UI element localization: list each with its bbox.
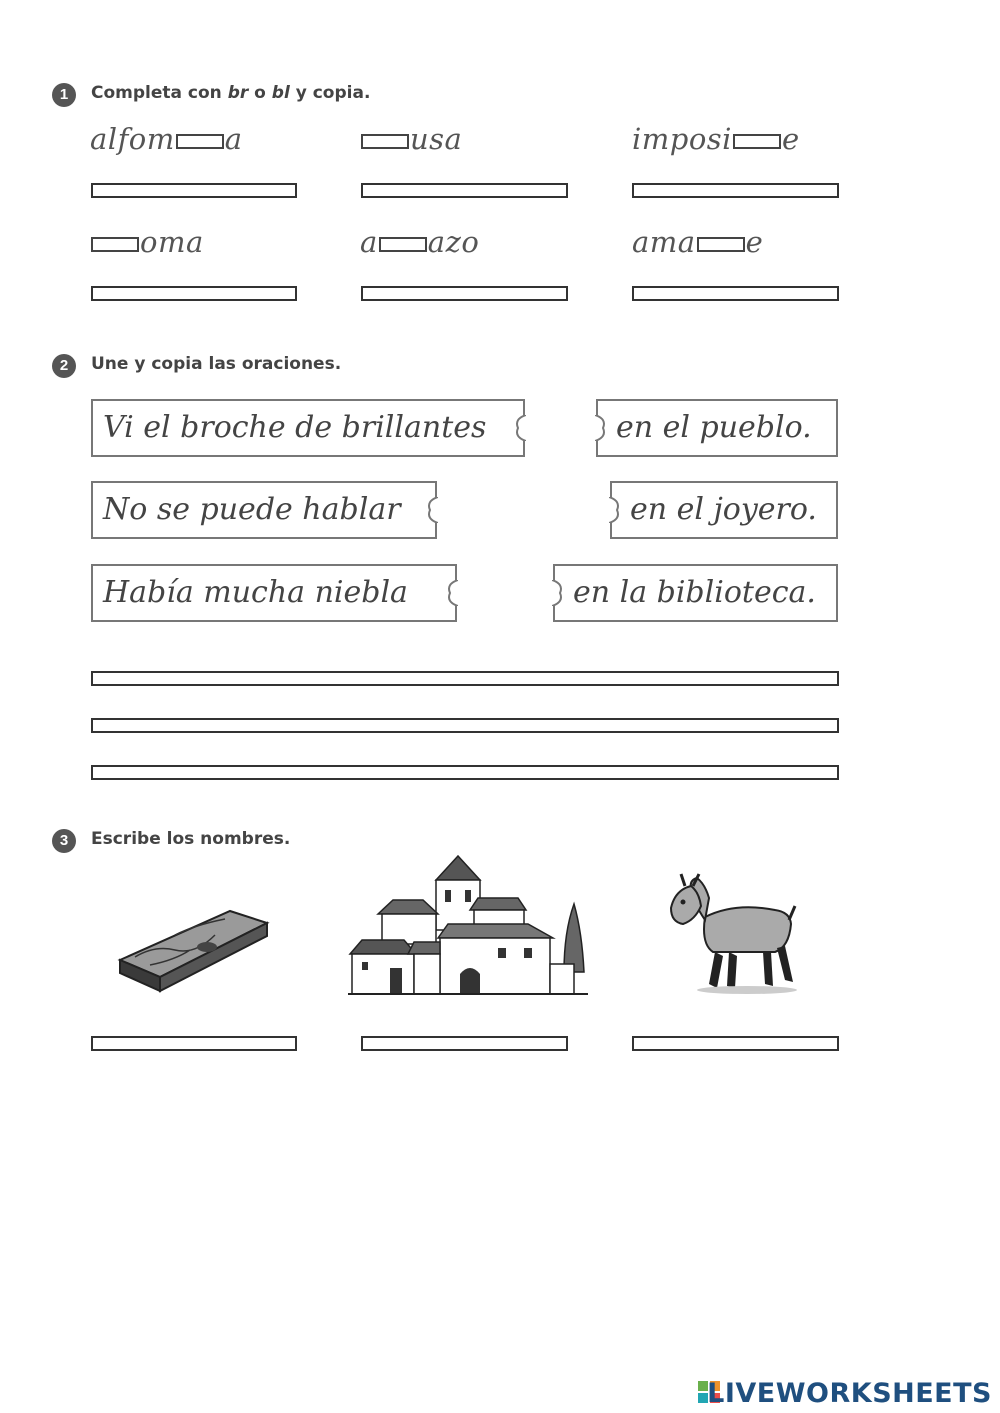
card-text: Vi el broche de brillantes <box>103 410 487 445</box>
word-part: usa <box>410 122 463 156</box>
word-part: azo <box>427 225 480 259</box>
answer-line[interactable] <box>632 286 839 301</box>
plank-icon <box>115 905 275 995</box>
letter-blank[interactable] <box>379 237 427 252</box>
puzzle-notch-icon <box>504 415 526 441</box>
section-2-title: Une y copia las oraciones. <box>91 354 342 374</box>
word-part: imposi <box>632 122 732 156</box>
letter-blank[interactable] <box>91 237 139 252</box>
section-number-2: 2 <box>52 354 76 378</box>
answer-line[interactable] <box>361 286 568 301</box>
card-text: en el pueblo. <box>616 410 812 445</box>
letter-blank[interactable] <box>176 134 224 149</box>
sentence-start-card[interactable] <box>91 564 457 622</box>
letter-blank[interactable] <box>733 134 781 149</box>
word-part: ama <box>632 225 696 259</box>
letter-blank[interactable] <box>697 237 745 252</box>
word-part: e <box>781 122 800 156</box>
word-part: a <box>224 122 243 156</box>
sentence-start-card[interactable] <box>91 481 437 539</box>
section-1-title <box>91 83 370 103</box>
word-1 <box>90 122 243 156</box>
card-text: No se puede hablar <box>103 492 401 527</box>
title-bl: bl <box>271 83 290 103</box>
goat-icon <box>665 872 805 997</box>
name-answer-line[interactable] <box>632 1036 839 1051</box>
sentence-end-card[interactable] <box>610 481 838 539</box>
section-number-1: 1 <box>52 83 76 107</box>
sentence-answer-line[interactable] <box>91 718 839 733</box>
section-number-3: 3 <box>52 829 76 853</box>
liveworksheets-logo[interactable]: LIVEWORKSHEETS <box>707 1378 992 1409</box>
name-answer-line[interactable] <box>91 1036 297 1051</box>
answer-line[interactable] <box>91 183 297 198</box>
word-2 <box>360 122 462 156</box>
card-text: Había mucha niebla <box>103 575 408 610</box>
sentence-answer-line[interactable] <box>91 765 839 780</box>
puzzle-notch-icon <box>416 497 438 523</box>
title-text: Completa con <box>91 83 228 103</box>
answer-line[interactable] <box>632 183 839 198</box>
word-6 <box>632 225 763 259</box>
sentence-start-card[interactable] <box>91 399 525 457</box>
answer-line[interactable] <box>91 286 297 301</box>
word-part: a <box>360 225 378 259</box>
title-br: br <box>227 83 249 103</box>
word-3 <box>632 122 800 156</box>
title-text: y copia. <box>289 83 371 103</box>
word-5 <box>360 225 479 259</box>
letter-blank[interactable] <box>361 134 409 149</box>
word-part: e <box>745 225 764 259</box>
village-icon <box>348 852 588 997</box>
sentence-answer-line[interactable] <box>91 671 839 686</box>
card-text: en el joyero. <box>630 492 817 527</box>
puzzle-tab-icon <box>609 497 631 523</box>
puzzle-tab-icon <box>552 580 574 606</box>
puzzle-tab-icon <box>595 415 617 441</box>
name-answer-line[interactable] <box>361 1036 568 1051</box>
word-4 <box>90 225 204 259</box>
puzzle-notch-icon <box>436 580 458 606</box>
card-text: en la biblioteca. <box>573 575 816 610</box>
word-part: oma <box>140 225 204 259</box>
sentence-end-card[interactable] <box>596 399 838 457</box>
sentence-end-card[interactable] <box>553 564 838 622</box>
word-part: alfom <box>90 122 175 156</box>
answer-line[interactable] <box>361 183 568 198</box>
title-text: o <box>248 83 272 103</box>
section-3-title: Escribe los nombres. <box>91 829 291 849</box>
